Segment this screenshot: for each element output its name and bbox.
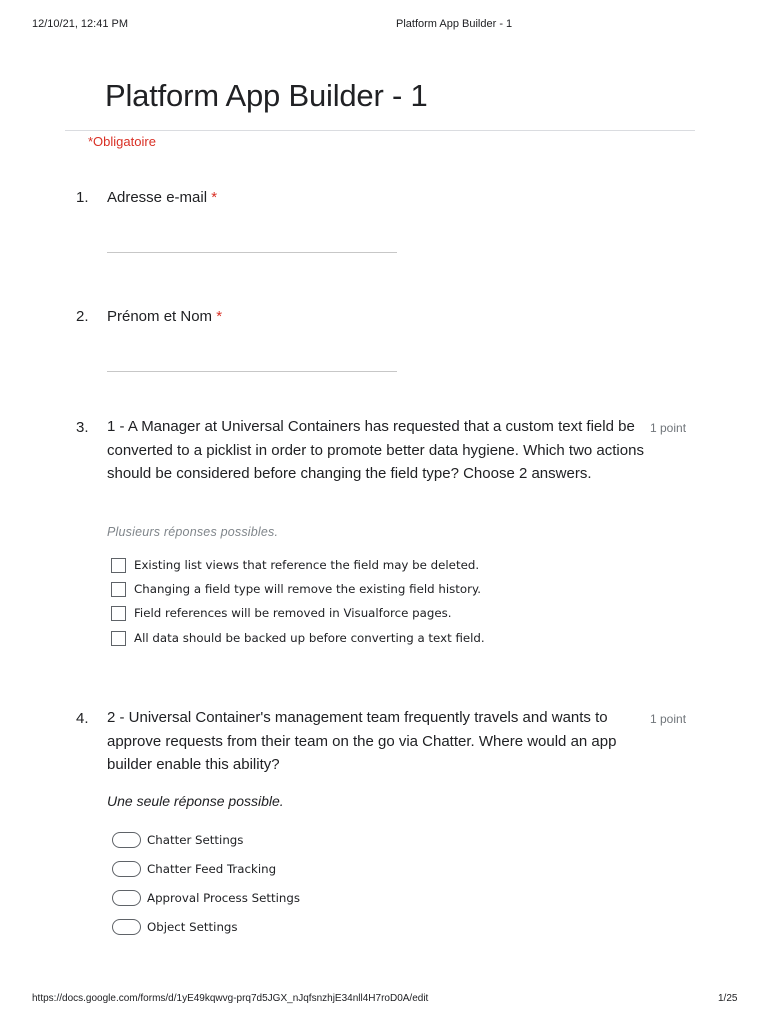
question-number: 3. bbox=[76, 419, 89, 436]
print-doc-title: Platform App Builder - 1 bbox=[396, 18, 513, 30]
option-label: Field references will be removed in Visualforce pages. bbox=[134, 606, 452, 620]
radio-option[interactable] bbox=[112, 859, 276, 879]
checkbox[interactable] bbox=[111, 558, 126, 573]
print-datetime: 12/10/21, 12:41 PM bbox=[32, 18, 129, 30]
checkbox[interactable] bbox=[111, 582, 126, 597]
question-title-email bbox=[107, 186, 647, 210]
checkbox[interactable] bbox=[111, 606, 126, 621]
checkbox-option[interactable] bbox=[111, 556, 479, 574]
checkbox-option[interactable] bbox=[111, 604, 452, 622]
hint-single-answer: Une seule réponse possible. bbox=[107, 793, 284, 809]
email-input[interactable] bbox=[107, 252, 397, 253]
radio-option[interactable] bbox=[112, 830, 243, 850]
question-text: 2 - Universal Container's management team frequently travels and wants to approve requests from their team on the go via Chatter. Where would an app builder enable this ability? bbox=[107, 709, 617, 773]
radio-button[interactable] bbox=[112, 861, 141, 877]
required-star: * bbox=[216, 308, 223, 325]
checkbox-option[interactable] bbox=[111, 580, 481, 598]
checkbox-option[interactable] bbox=[111, 629, 485, 647]
radio-button[interactable] bbox=[112, 919, 141, 935]
option-label: Existing list views that reference the field may be deleted. bbox=[134, 558, 480, 572]
question-text: 1 - A Manager at Universal Containers has requested that a custom text field be converted to a picklist in order to promote better data hygiene. Which two actions should be considered before changing the field type? Choose 2 answers. bbox=[107, 418, 644, 482]
points-label: 1 point bbox=[650, 421, 687, 435]
print-url: https://docs.google.com/forms/d/1yE49kqwvg-prq7d5JGX_nJqfsnzhjE34nll4H7roD0A/edit bbox=[32, 993, 429, 1004]
page-number: 1/25 bbox=[718, 993, 738, 1004]
radio-option[interactable] bbox=[112, 917, 238, 937]
question-text: Adresse e-mail bbox=[107, 189, 208, 206]
name-input[interactable] bbox=[107, 371, 397, 372]
required-note: *Obligatoire bbox=[88, 134, 156, 149]
question-number: 1. bbox=[76, 189, 89, 206]
radio-option[interactable] bbox=[112, 888, 300, 908]
radio-button[interactable] bbox=[112, 890, 141, 906]
question-number: 2. bbox=[76, 308, 89, 325]
points-label: 1 point bbox=[650, 712, 687, 726]
option-label: Chatter Feed Tracking bbox=[147, 862, 277, 876]
hint-multiple-answers: Plusieurs réponses possibles. bbox=[107, 525, 279, 539]
question-title-name bbox=[107, 305, 647, 329]
radio-button[interactable] bbox=[112, 832, 141, 848]
option-label: All data should be backed up before converting a text field. bbox=[134, 631, 485, 645]
question-number: 4. bbox=[76, 710, 89, 727]
option-label: Approval Process Settings bbox=[147, 891, 300, 905]
checkbox[interactable] bbox=[111, 631, 126, 646]
required-star: * bbox=[211, 189, 218, 206]
option-label: Changing a field type will remove the existing field history. bbox=[134, 582, 481, 596]
form-title: Platform App Builder - 1 bbox=[105, 78, 428, 113]
question-text: Prénom et Nom bbox=[107, 308, 213, 325]
option-label: Chatter Settings bbox=[147, 833, 244, 847]
title-divider bbox=[65, 130, 695, 131]
option-label: Object Settings bbox=[147, 920, 238, 934]
